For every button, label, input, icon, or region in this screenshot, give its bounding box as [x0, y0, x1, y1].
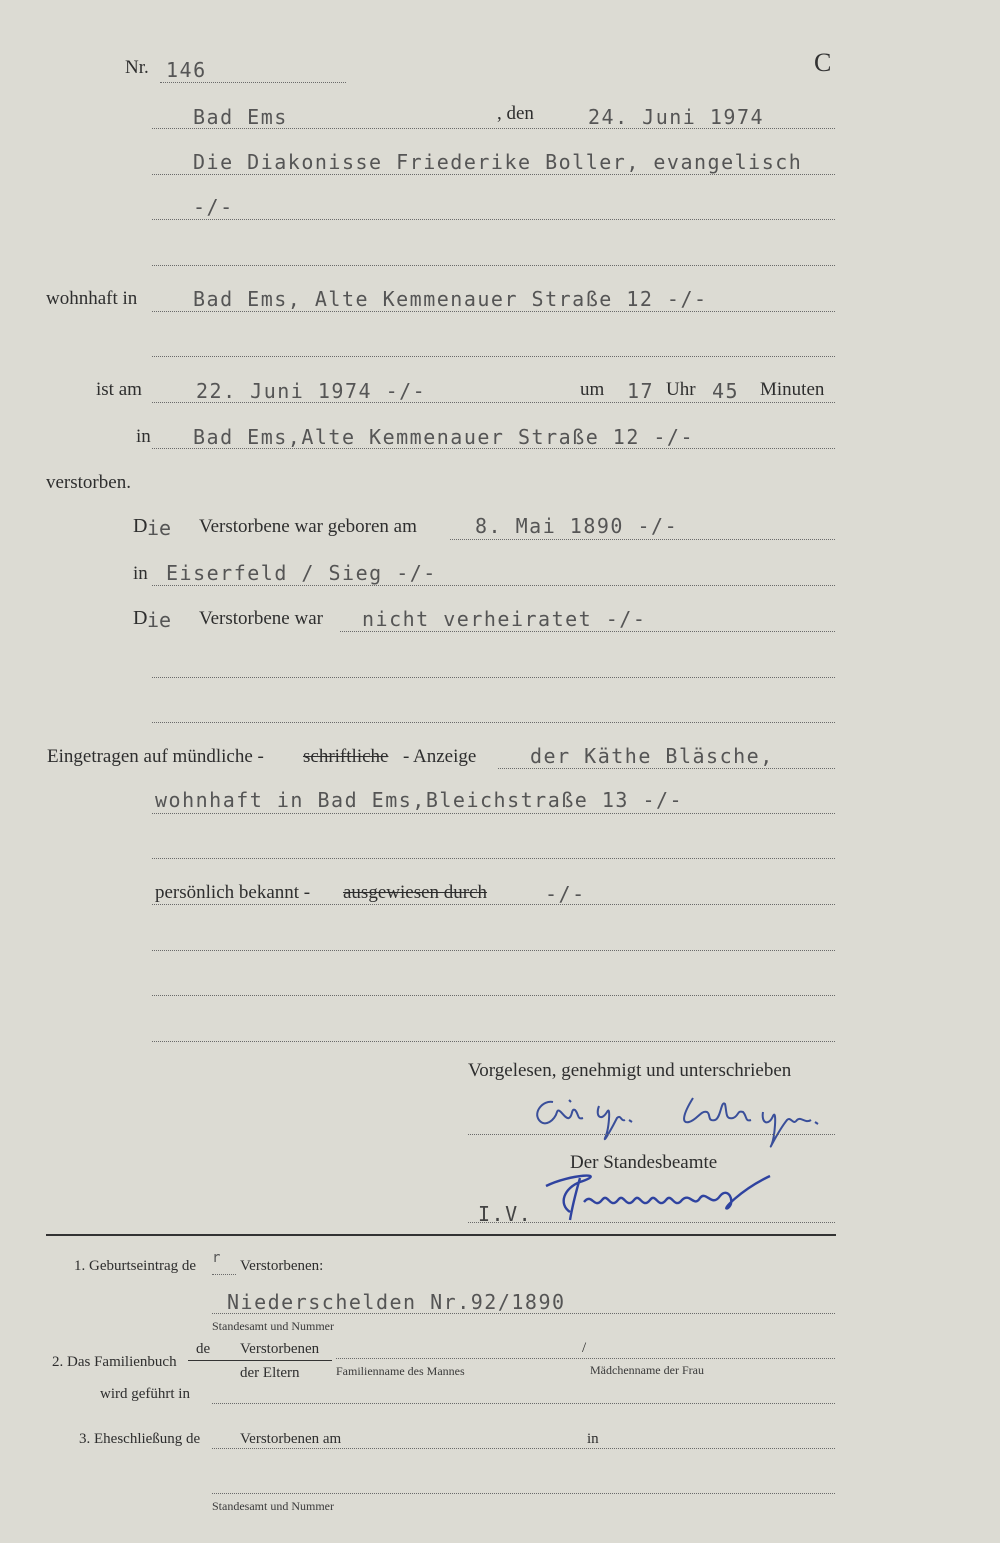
informant-line1-rule — [498, 768, 835, 769]
marital-status: nicht verheiratet -/- — [362, 607, 647, 631]
death-date: 22. Juni 1974 -/- — [196, 379, 427, 403]
item3-rule — [212, 1448, 835, 1449]
item2-eltern: der Eltern — [240, 1365, 300, 1381]
death-minutes: 45 — [712, 379, 740, 403]
geboren-label: Verstorbene war geboren am — [199, 516, 417, 537]
familienbuch-name-rule — [336, 1358, 835, 1359]
item3-suffix: Verstorbenen am — [240, 1431, 342, 1447]
war-label: Verstorbene war — [199, 608, 323, 629]
vorgelesen-label: Vorgelesen, genehmigt und unterschrieben — [468, 1060, 792, 1081]
eingetragen-label: Eingetragen auf mündliche - — [47, 746, 264, 767]
decedent-line1-rule — [152, 174, 835, 175]
marital-rule — [340, 631, 835, 632]
iv-label: I.V. — [478, 1202, 533, 1226]
death-date-rule — [152, 402, 835, 403]
ausgewiesen-value: -/- — [545, 882, 586, 906]
gefuehrt-label: wird geführt in — [100, 1386, 190, 1402]
die2-d-prefix: D — [133, 607, 148, 629]
nr-value: 146 — [166, 58, 207, 82]
informant-line2: wohnhaft in Bad Ems,Bleichstraße 13 -/- — [155, 788, 684, 812]
bekannt-rule — [152, 904, 835, 905]
anzeige-label: - Anzeige — [403, 746, 477, 767]
informant-line2-rule — [152, 813, 835, 814]
date-value: 24. Juni 1974 — [588, 105, 765, 129]
place-date-line — [152, 128, 835, 129]
registrar-signature — [540, 1168, 780, 1226]
item1-suffix: Verstorbenen: — [240, 1258, 324, 1274]
name-slash: / — [582, 1340, 587, 1356]
corner-letter: C — [814, 48, 832, 77]
footer-divider — [46, 1234, 836, 1236]
marital-rule-2 — [152, 677, 835, 678]
birth-date-rule — [450, 539, 835, 540]
blank-rule-1 — [152, 950, 835, 951]
uhr-label: Uhr — [666, 379, 696, 400]
blank-rule-3 — [152, 1041, 835, 1042]
ist-am-label: ist am — [96, 379, 142, 400]
decedent-line2: -/- — [193, 195, 234, 219]
death-hour: 17 — [627, 379, 655, 403]
item3-in: in — [587, 1431, 599, 1447]
minuten-label: Minuten — [760, 379, 825, 400]
wohnhaft-rule-2 — [152, 356, 835, 357]
item1-sup: r — [212, 1250, 221, 1266]
decedent-line1: Die Diakonisse Friederike Boller, evangelisch — [193, 150, 803, 174]
um-label: um — [580, 379, 605, 400]
informant-signature-rule — [468, 1134, 835, 1135]
birth-in-label: in — [133, 563, 148, 584]
blank-rule-2 — [152, 995, 835, 996]
item1-label: 1. Geburtseintrag de — [74, 1258, 197, 1274]
item2-verstorbenen: Verstorbenen — [240, 1341, 320, 1357]
nr-label: Nr. — [125, 57, 149, 78]
die-d-prefix: D — [133, 515, 148, 537]
informant-line1: der Käthe Bläsche, — [530, 744, 774, 768]
nr-line — [160, 82, 346, 83]
wohnhaft-label: wohnhaft in — [46, 288, 138, 309]
informant-line3-rule — [152, 858, 835, 859]
birth-place: Eiserfeld / Sieg -/- — [166, 561, 437, 585]
item2-de: de — [196, 1341, 211, 1357]
wohnhaft-rule — [152, 311, 835, 312]
place-value: Bad Ems — [193, 105, 288, 129]
birth-date: 8. Mai 1890 -/- — [475, 514, 679, 538]
death-place-rule — [152, 448, 835, 449]
death-place: Bad Ems,Alte Kemmenauer Straße 12 -/- — [193, 425, 695, 449]
decedent-line3-rule — [152, 265, 835, 266]
death-in-label: in — [136, 426, 151, 447]
ausgewiesen-label: ausgewiesen durch — [343, 882, 488, 903]
den-label: , den — [497, 103, 534, 124]
gefuehrt-rule — [212, 1403, 835, 1404]
birth-place-rule — [152, 585, 835, 586]
birth-register-rule — [212, 1313, 835, 1314]
registrar-signature-rule — [468, 1222, 835, 1223]
informant-signature — [525, 1090, 835, 1150]
item2-label: 2. Das Familienbuch — [52, 1354, 177, 1370]
verstorben-label: verstorben. — [46, 472, 131, 493]
decedent-line2-rule — [152, 219, 835, 220]
standesamt2-label: Standesamt und Nummer — [212, 1499, 334, 1513]
standesbeamte-label: Der Standesbeamte — [570, 1152, 718, 1173]
item2-fraction-rule — [188, 1360, 332, 1361]
die2-ie-suffix: ie — [147, 608, 172, 632]
standesamt-label: Standesamt und Nummer — [212, 1319, 334, 1333]
schriftliche-label: schriftliche — [303, 746, 389, 767]
die-ie-suffix: ie — [147, 516, 172, 540]
item3-label: 3. Eheschließung de — [79, 1431, 201, 1447]
item3-rule-2 — [212, 1493, 835, 1494]
familienname-label: Familienname des Mannes — [336, 1364, 465, 1378]
bekannt-label: persönlich bekannt - — [155, 882, 311, 903]
marital-rule-3 — [152, 722, 835, 723]
wohnhaft-value: Bad Ems, Alte Kemmenauer Straße 12 -/- — [193, 287, 708, 311]
item1-sup-rule — [212, 1274, 236, 1275]
birth-register-value: Niederschelden Nr.92/1890 — [227, 1290, 566, 1314]
maedchenname-label: Mädchenname der Frau — [590, 1363, 704, 1377]
